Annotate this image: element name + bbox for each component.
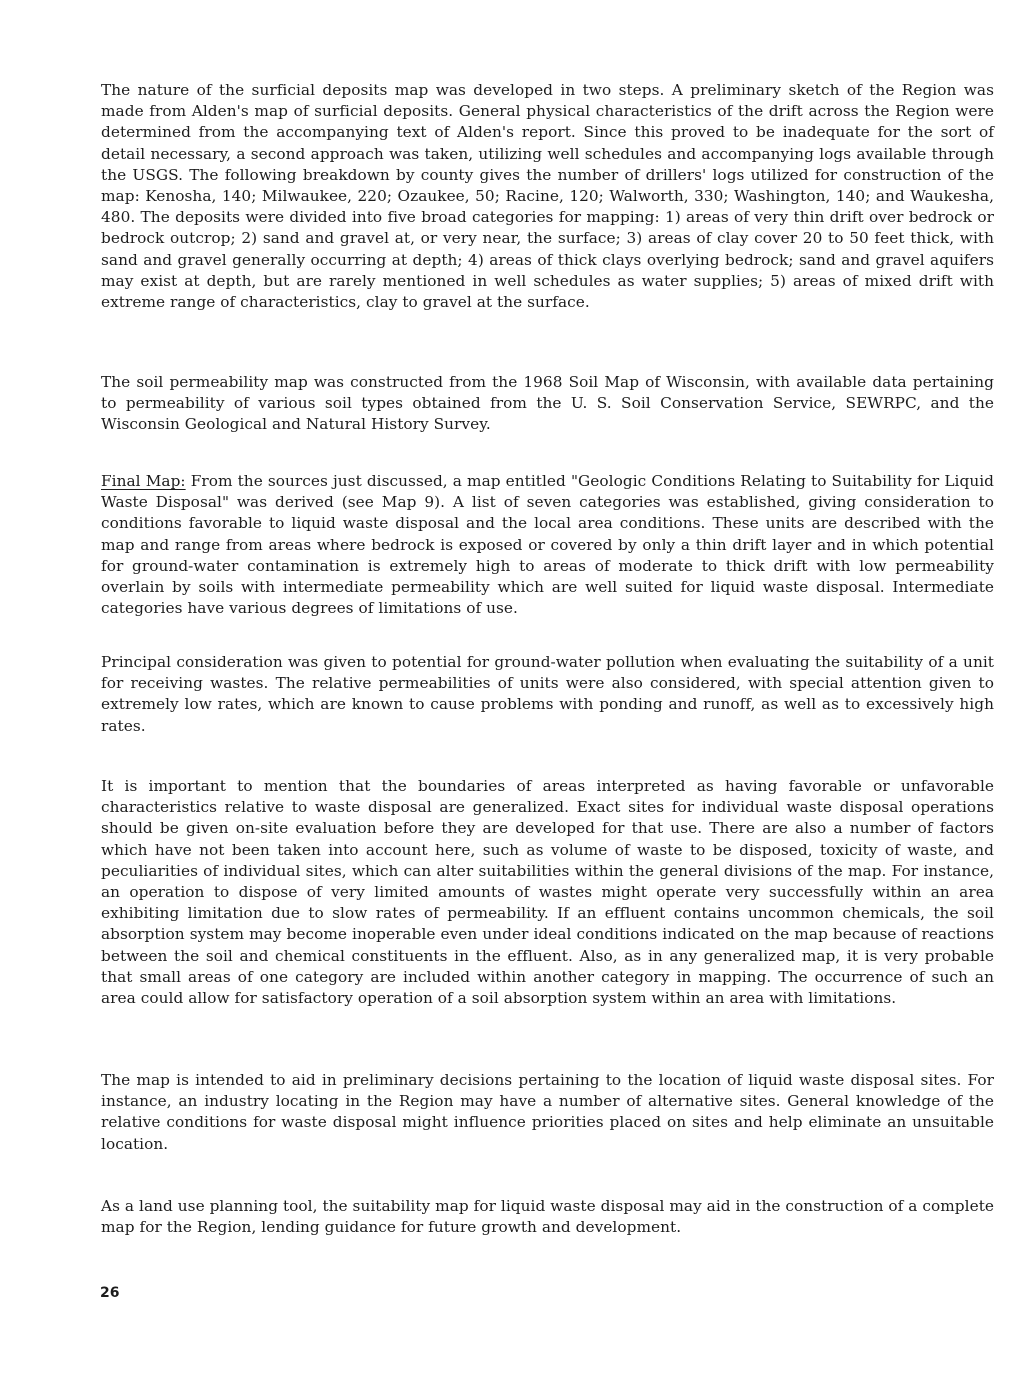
paragraph-final-map	[101, 471, 994, 619]
page-number: 26	[100, 1285, 120, 1301]
paragraph-land-use-planning: As a land use planning tool, the suitability map for liquid waste disposal may aid in the construction of a complete map for the Region, lending guidance for future growth and development.	[101, 1197, 994, 1237]
paragraph-surficial-deposits: The nature of the surficial deposits map was developed in two steps. A preliminary sketch of the Region was made from Alden's map of surficial deposits. General physical characteristics of the drift across the Region were determined from the accompanying text of Alden's report. Since this proved to be inadequate for the sort of detail necessary, a second approach was taken, utilizing well schedules and accompanying logs available through the USGS. The following breakdown by county gives the number of drillers' logs utilized for construction of the map: Kenosha, 140; Milwaukee, 220; Ozaukee, 50; Racine, 120; Walworth, 330; Washington, 140; and Waukesha, 480. The deposits were divided into five broad categories for mapping: 1) areas of very thin drift over bedrock or bedrock outcrop; 2) sand and gravel at, or very near, the surface; 3) areas of clay cover 20 to 50 feet thick, with sand and gravel generally occurring at depth; 4) areas of thick clays overlying bedrock; sand and gravel aquifers may exist at depth, but are rarely mentioned in well schedules as water supplies; 5) areas of mixed drift with extreme range of characteristics, clay to gravel at the surface.	[101, 81, 994, 312]
paragraph-map-intended: The map is intended to aid in preliminary decisions pertaining to the location of liquid waste disposal sites. For instance, an industry locating in the Region may have a number of alternative sites. General knowledge of the relative conditions for waste disposal might influence priorities placed on sites and help eliminate an unsuitable location.	[101, 1071, 994, 1153]
final-map-text: From the sources just discussed, a map entitled "Geologic Conditions Relating to Suitability for Liquid Waste Disposal" was derived (see Map 9). A list of seven categories was established, giving consideration to conditions favorable to liquid waste disposal and the local area conditions. These units are described with the map and range from areas where bedrock is exposed or covered by only a thin drift layer and in which potential for ground-water contamination is extremely high to areas of moderate to thick drift with low permeability overlain by soils with intermediate permeability which are well suited for liquid waste disposal. Intermediate categories have various degrees of limitations of use.	[101, 472, 994, 618]
paragraph-principal-consideration: Principal consideration was given to potential for ground-water pollution when evaluating the suitability of a unit for receiving wastes. The relative permeabilities of units were also considered, with special attention given to extremely low rates, which are known to cause problems with ponding and runoff, as well as to excessively high rates.	[101, 653, 994, 735]
paragraph-boundaries-generalized: It is important to mention that the boundaries of areas interpreted as having favorable or unfavorable characteristics relative to waste disposal are generalized. Exact sites for individual waste disposal operations should be given on-site evaluation before they are developed for that use. There are also a number of factors which have not been taken into account here, such as volume of waste to be disposed, toxicity of waste, and peculiarities of individual sites, which can alter suitabilities within the general divisions of the map. For instance, an operation to dispose of very limited amounts of wastes might operate very successfully within an area exhibiting limitation due to slow rates of permeability. If an effluent contains uncommon chemicals, the soil absorption system may become inoperable even under ideal conditions indicated on the map because of reactions between the soil and chemical constituents in the effluent. Also, as in any generalized map, it is very probable that small areas of one category are included within another category in mapping. The occurrence of such an area could allow for satisfactory operation of a soil absorption system within an area with limitations.	[101, 777, 994, 1008]
paragraph-soil-permeability: The soil permeability map was constructed from the 1968 Soil Map of Wisconsin, with available data pertaining to permeability of various soil types obtained from the U. S. Soil Conservation Service, SEWRPC, and the Wisconsin Geological and Natural History Survey.	[101, 373, 994, 434]
final-map-heading: Final Map:	[101, 472, 186, 490]
